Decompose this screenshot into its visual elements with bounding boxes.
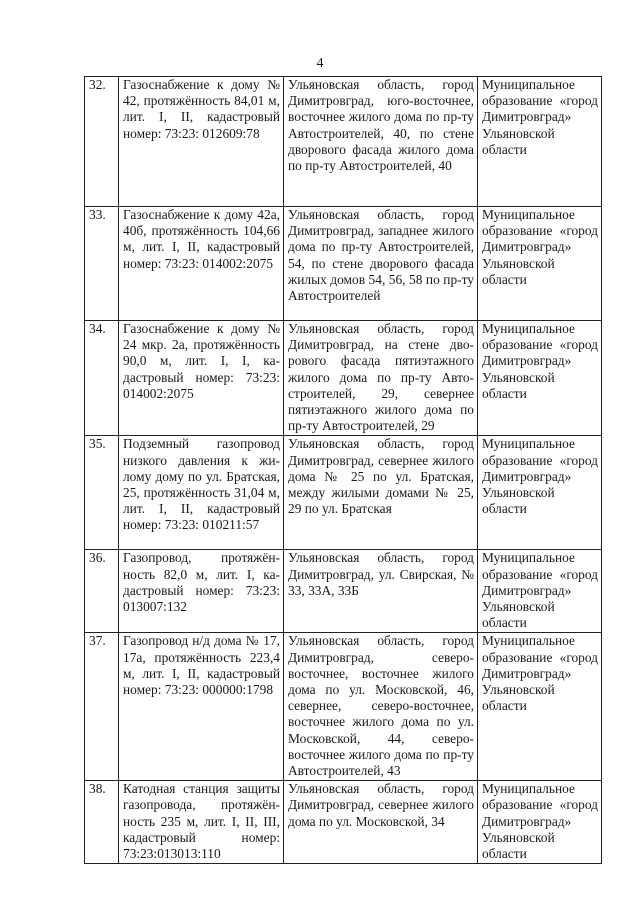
object-owner: Муниципальное образование «город Димитровград» Ульяновской области [478,436,602,550]
object-description: Газоснабжение к дому 42а, 40б, протяжённость 104,66 м, лит. I, II, кадастровый номер: 73:23: 014002:2075 [119,207,284,321]
object-owner: Муниципальное образование «город Димитровград» Ульяновской области [478,781,602,864]
object-owner: Муниципальное образование «город Димитровград» Ульяновской области [478,321,602,436]
table-row [85,781,602,864]
object-description: Катодная станция защиты газопровода, протяжённость 235 м, лит. I, II, III, кадастровый номер: 73:23:013013:110 [119,781,284,864]
object-description: Газопровод н/д дома № 17, 17а, протяжённость 223,4 м, лит. I, II, кадастровый номер: 73:23: 000000:1798 [119,633,284,781]
object-address: Ульяновская область, город Димитровград, на стене дворового фасада пятиэтажного жилого дома по пр-ту Автостроителей, 29, севернее пятиэтажного жилого дома по пр-ту Автостроителей, 29 [284,321,478,436]
property-registry-table [84,76,602,864]
object-address: Ульяновская область, город Димитровград, северовосточнее, восточнее жилого дома по ул. Московской, 46, севернее, северо-восточнее, восточнее жилого дома по ул. Московской, 44, северовосточнее жилого дома по пр-ту Автостроителей, 43 [284,633,478,781]
object-owner: Муниципальное образование «город Димитровград» Ульяновской области [478,550,602,633]
object-address: Ульяновская область, город Димитровград, западнее жилого дома по пр-ту Автостроителей, 54, по стене дворового фасада жилых домов 54, 56, 58 по пр-ту Автостроителей [284,207,478,321]
object-address: Ульяновская область, город Димитровград, севернее жилого дома по ул. Московской, 34 [284,781,478,864]
object-address: Ульяновская область, город Димитровград, юго-восточнее, восточнее жилого дома по пр-ту Автостроителей, 40, по стене дворового фасада жилого дома по пр-ту Автостроителей, 40 [284,77,478,207]
object-description: Газопровод, протяжённость 82,0 м, лит. I, кадастровый номер: 73:23: 013007:132 [119,550,284,633]
object-description: Газоснабжение к дому № 24 мкр. 2а, протяжённость 90,0 м, лит. I, I, кадастровый номер: 73:23: 014002:2075 [119,321,284,436]
row-number: 36. [85,550,119,633]
page-number: 4 [316,56,324,71]
row-number: 32. [85,77,119,207]
object-description: Газоснабжение к дому № 42, протяжённость 84,01 м, лит. I, II, кадастровый номер: 73:23: 012609:78 [119,77,284,207]
table-row [85,207,602,321]
object-address: Ульяновская область, город Димитровград, ул. Свирская, № 33, 33А, 33Б [284,550,478,633]
object-description: Подземный газопровод низкого давления к жилому дому по ул. Братская, 25, протяжённость 31,04 м, лит. I, II, кадастровый номер: 73:23: 010211:57 [119,436,284,550]
table-row [85,633,602,781]
table-row [85,77,602,207]
table-row [85,321,602,436]
row-number: 37. [85,633,119,781]
object-owner: Муниципальное образование «город Димитровград» Ульяновской области [478,207,602,321]
row-number: 33. [85,207,119,321]
table-row [85,436,602,550]
row-number: 38. [85,781,119,864]
object-address: Ульяновская область, город Димитровград, севернее жилого дома № 25 по ул. Братская, между жилыми домами № 25, 29 по ул. Братская [284,436,478,550]
table-row [85,550,602,633]
object-owner: Муниципальное образование «город Димитровград» Ульяновской области [478,633,602,781]
row-number: 35. [85,436,119,550]
row-number: 34. [85,321,119,436]
object-owner: Муниципальное образование «город Димитровград» Ульяновской области [478,77,602,207]
